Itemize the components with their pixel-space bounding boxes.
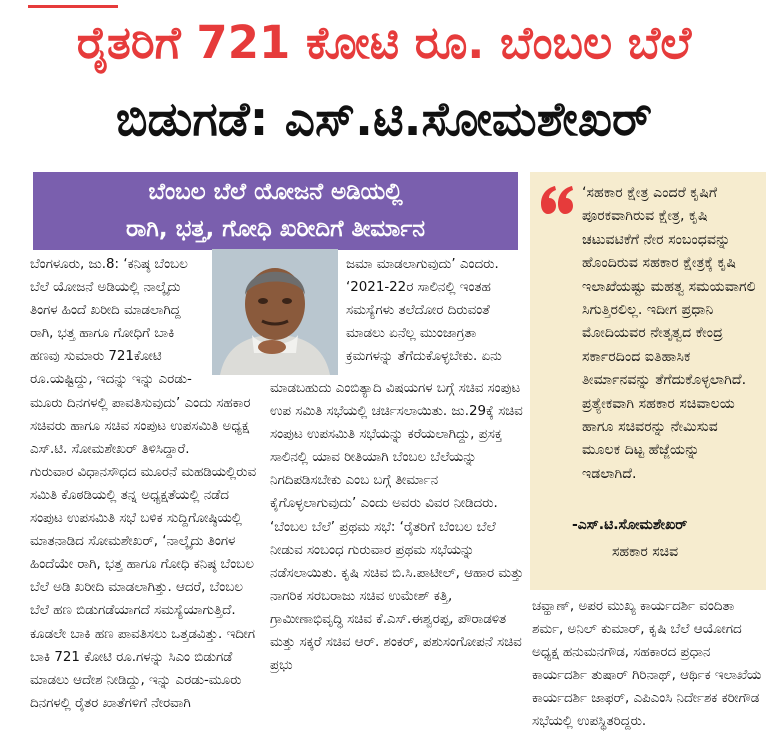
column-1-text: ಬೆಂಗಳೂರು, ಜು.8: ‘ಕನಿಷ್ಠ ಬೆಂಬಲ ಬೆಲೆ ಯೋಜನೆ ಅಡಿಯಲ್ಲಿ ನಾಲ್ಕೈದು ತಿಂಗಳ ಹಿಂದೆ ಖರೀದಿ ಮಾಡಲಾಗಿದ್ದ ರಾಗಿ, ಭತ್ತ ಹಾಗೂ ಗೋಧಿಗೆ ಬಾಕಿ ಹಣವು ಸುಮಾರು 721ಕೋಟಿ ರೂ.ಯಷ್ಟಿದ್ದು, ಇದನ್ನು ಇನ್ನು ಎರಡು-ಮೂರು ದಿನಗಳಲ್ಲಿ ಪಾವತಿಸುವುದು’ ಎಂದು ಸಹಕಾರ ಸಚಿವರು ಹಾಗೂ ಸಚಿವ ಸಂಪುಟ ಉಪಸಮಿತಿ ಅಧ್ಯಕ್ಷ ಎಸ್.ಟಿ. ಸೋಮಶೇಖರ್ ತಿಳಿಸಿದ್ದಾರೆ. ಗುರುವಾರ ವಿಧಾನಸೌಧದ ಮೂರನೆ ಮಹಡಿಯಲ್ಲಿರುವ ಸಮಿತಿ ಕೊಠಡಿಯಲ್ಲಿ ತನ್ನ ಅಧ್ಯಕ್ಷತೆಯಲ್ಲಿ ನಡೆದ ಸಂಪುಟ ಉಪಸಮಿತಿ ಸಭೆ ಬಳಿಕ ಸುದ್ದಿಗೋಷ್ಠಿಯಲ್ಲಿ ಮಾತನಾಡಿದ ಸೋಮಶೇಖರ್, ‘ನಾಲ್ಕೈದು ತಿಂಗಳ ಹಿಂದೆಯೇ ರಾಗಿ, ಭತ್ತ ಹಾಗೂ ಗೋಧಿ ಕನಿಷ್ಠ ಬೆಂಬಲ ಬೆಲೆ ಅಡಿ ಖರೀದಿ ಮಾಡಲಾಗಿತ್ತು. ಆದರೆ, ಬೆಂಬಲ ಬೆಲೆ ಹಣ ಬಿಡುಗಡೆಯಾಗದೆ ಸಮಸ್ಯೆಯಾಗುತ್ತಿದೆ. ಕೂಡಲೇ ಬಾಕಿ ಹಣ ಪಾವತಿಸಲು ಒತ್ತಡವಿತ್ತು. ಇದೀಗ ಬಾಕಿ 721 ಕೋಟಿ ರೂ.ಗಳನ್ನು ಸಿಎಂ ಬಿಡುಗಡೆ ಮಾಡಲು ಆದೇಶ ನೀಡಿದ್ದು, ಇನ್ನು ಎರಡು-ಮೂರು ದಿನಗಳಲ್ಲಿ ರೈತರ ಖಾತೆಗಳಿಗೆ ನೇರವಾಗಿ: [30, 257, 257, 711]
headline-line-1: ರೈತರಿಗೆ 721 ಕೋಟಿ ರೂ. ಬೆಂಬಲ ಬೆಲೆ: [76, 16, 692, 69]
article-column-2-top: [346, 253, 527, 368]
quote-box: [530, 172, 766, 590]
subheadline-line-2: ರಾಗಿ, ಭತ್ತ, ಗೋಧಿ ಖರೀದಿಗೆ ತೀರ್ಮಾನ: [126, 216, 425, 242]
minister-photo: [212, 249, 338, 375]
quote-author-role: ಸಹಕಾರ ಸಚಿವ: [612, 544, 679, 560]
portrait-illustration: [212, 249, 338, 375]
column-3-text: ಚವ್ಹಾಣ್, ಅಪರ ಮುಖ್ಯ ಕಾರ್ಯದರ್ಶಿ ವಂದಿತಾ ಶರ್ಮ, ಅನಿಲ್ ಕುಮಾರ್, ಕೃಷಿ ಬೆಲೆ ಆಯೋಗದ ಅಧ್ಯಕ್ಷ ಹನುಮನಗೌಡ, ಸಹಕಾರದ ಪ್ರಧಾನ ಕಾರ್ಯದರ್ಶಿ ತುಷಾರ್ ಗಿರಿನಾಥ್, ಆರ್ಥಿಕ ಇಲಾಖೆಯ ಕಾರ್ಯದರ್ಶಿ ಜಾಫರ್, ಎಪಿಎಂಸಿ ನಿರ್ದೇಶಕ ಕರೀಗೌಡ ಸಭೆಯಲ್ಲಿ ಉಪಸ್ಥಿತರಿದ್ದರು.: [532, 599, 762, 730]
quote-author: -ಎಸ್.ಟಿ.ಸೋಮಶೇಖರ್: [572, 517, 688, 533]
quote-mark-icon: [539, 186, 575, 214]
top-rule: [28, 5, 118, 8]
article-column-2: [270, 377, 527, 753]
quote-text: ‘ಸಹಕಾರ ಕ್ಷೇತ್ರ ಎಂದರೆ ಕೃಷಿಗೆ ಪೂರಕವಾಗಿರುವ ಕ್ಷೇತ್ರ, ಕೃಷಿ ಚಟುವಟಿಕೆಗೆ ನೇರ ಸಂಬಂಧವನ್ನು ಹೊಂದಿರುವ ಸಹಕಾರ ಕ್ಷೇತ್ರಕ್ಕೆ ಕೃಷಿ ಇಲಾಖೆಯಷ್ಟು ಮಹತ್ವ ಸಮಯವಾಗಲಿ ಸಿಗುತ್ತಿರಲಿಲ್ಲ. ಇದೀಗ ಪ್ರಧಾನಿ ಮೋದಿಯವರ ನೇತೃತ್ವದ ಕೇಂದ್ರ ಸರ್ಕಾರದಿಂದ ಐತಿಹಾಸಿಕ ತೀರ್ಮಾನವನ್ನು ತೆಗೆದುಕೊಳ್ಳಲಾಗಿದೆ. ಪ್ರತ್ಯೇಕವಾಗಿ ಸಹಕಾರ ಸಚಿವಾಲಯ ಹಾಗೂ ಸಚಿವರನ್ನು ನೇಮಿಸುವ ಮೂಲಕ ದಿಟ್ಟ ಹೆಜ್ಜೆಯನ್ನು ಇಡಲಾಗಿದೆ.: [582, 185, 756, 482]
column-2-top-text: ಜಮಾ ಮಾಡಲಾಗುವುದು’ ಎಂದರು. ‘2021-22ರ ಸಾಲಿನಲ್ಲಿ ಇಂತಹ ಸಮಸ್ಯೆಗಳು ತಲೆದೋರ ದಿರುವಂತೆ ಮಾಡಲು ಏನೆಲ್ಲ ಮುಂಜಾಗ್ರತಾ ಕ್ರಮಗಳನ್ನು ತೆಗೆದುಕೊಳ್ಳಬೇಕು. ಏನು: [346, 257, 502, 364]
headline-line-2: ಬಿಡುಗಡೆ: ಎಸ್.ಟಿ.ಸೋಮಶೇಖರ್: [115, 92, 653, 147]
subheadline-banner: [33, 172, 518, 250]
article-column-3: [532, 595, 766, 753]
subheadline-line-1: ಬೆಂಬಲ ಬೆಲೆ ಯೋಜನೆ ಅಡಿಯಲ್ಲಿ: [148, 179, 403, 205]
column-2-text: ಮಾಡಬಹುದು ಎಂಬಿತ್ಯಾದಿ ವಿಷಯಗಳ ಬಗ್ಗೆ ಸಚಿವ ಸಂಪುಟ ಉಪ ಸಮಿತಿ ಸಭೆಯಲ್ಲಿ ಚರ್ಚಿಸಲಾಯಿತು. ಜು.29ಕ್ಕೆ ಸಚಿವ ಸಂಪುಟ ಉಪಸಮಿತಿ ಸಭೆಯನ್ನು ಕರೆಯಲಾಗಿದ್ದು, ಪ್ರಸಕ್ತ ಸಾಲಿನಲ್ಲಿ ಯಾವ ರೀತಿಯಾಗಿ ಬೆಂಬಲ ಬೆಲೆಯನ್ನು ನಿಗದಿಪಡಿಸಬೇಕು ಎಂಬ ಬಗ್ಗೆ ತೀರ್ಮಾನ ಕೈಗೊಳ್ಳಲಾಗುವುದು’ ಎಂದು ಅವರು ವಿವರ ನೀಡಿದರು. ‘ಬೆಂಬಲ ಬೆಲೆ’ ಪ್ರಥಮ ಸಭೆ: ‘ರೈತರಿಗೆ ಬೆಂಬಲ ಬೆಲೆ ನೀಡುವ ಸಂಬಂಧ ಗುರುವಾರ ಪ್ರಥಮ ಸಭೆಯನ್ನು ನಡೆಸಲಾಯಿತು. ಕೃಷಿ ಸಚಿವ ಬಿ.ಸಿ.ಪಾಟೀಲ್, ಆಹಾರ ಮತ್ತು ನಾಗರಿಕ ಸರಬರಾಜು ಸಚಿವ ಉಮೇಶ್ ಕತ್ತಿ, ಗ್ರಾಮೀಣಾಭಿವೃದ್ಧಿ ಸಚಿವ ಕೆ.ಎಸ್.ಈಶ್ವರಪ್ಪ, ಪೌರಾಡಳಿತ ಮತ್ತು ಸಕ್ಕರೆ ಸಚಿವ ಆರ್. ಶಂಕರ್, ಪಶುಸಂಗೋಪನೆ ಸಚಿವ ಪ್ರಭು: [270, 381, 524, 674]
